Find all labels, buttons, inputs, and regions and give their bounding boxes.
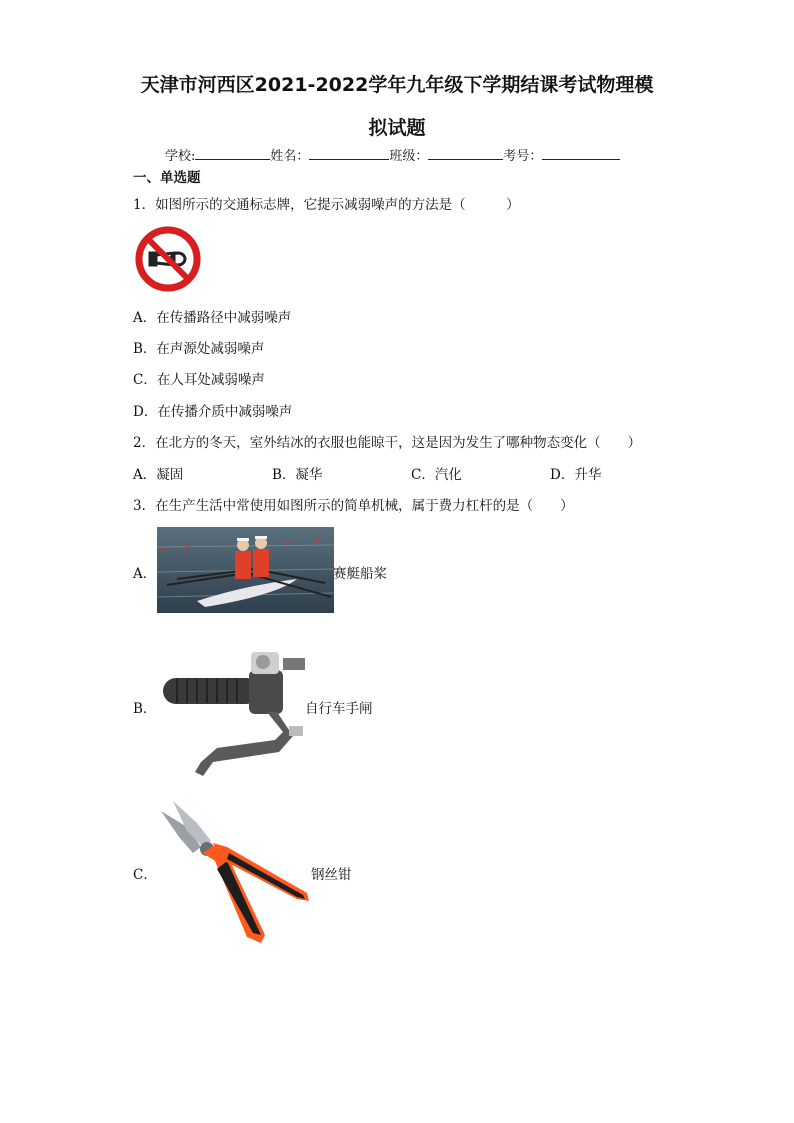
name-blank [309,146,389,160]
q3-option-c-caption: 钢丝钳 [311,867,352,883]
class-blank [428,146,503,160]
bicycle-brake-lever-photo [157,632,305,780]
number-label: 考号： [503,149,543,164]
q1-option-a: A．在传播路径中减弱噪声 [133,310,292,326]
q3-option-a-caption: 赛艇船桨 [333,566,387,582]
q2-option-a: A．凝固 [133,467,184,483]
rowing-boat-photo [157,527,334,613]
q2-option-c: C．汽化 [411,467,462,483]
q3-option-a-letter: A． [133,566,157,582]
page-title-line1: 天津市河西区2021-2022学年九年级下学期结课考试物理模 [140,74,654,96]
school-label: 学校: [165,149,196,164]
q3-option-b-caption: 自行车手闸 [305,701,373,717]
q2-options [133,463,689,483]
class-label: 班级： [389,149,429,164]
q1-stem: 1．如图所示的交通标志牌，它提示减弱噪声的方法是（ ） [133,197,520,213]
q3-option-c-letter: C． [133,867,157,883]
page-title-line2: 拟试题 [368,117,426,139]
q1-option-d: D．在传播介质中减弱噪声 [133,404,293,420]
q1-option-b: B．在声源处减弱噪声 [133,341,265,357]
q2-option-d: D．升华 [550,467,602,483]
name-label: 姓名： [270,149,310,164]
pliers-photo [157,797,312,947]
student-info-row [165,145,620,164]
q3-stem: 3．在生产生活中常使用如图所示的简单机械，属于费力杠杆的是（ ） [133,498,574,514]
number-blank [542,146,620,160]
school-blank [195,146,270,160]
section-heading: 一、单选题 [133,170,201,186]
q2-stem: 2．在北方的冬天，室外结冰的衣服也能晾干，这是因为发生了哪种物态变化（ ） [133,435,642,451]
q3-option-b-letter: B． [133,701,157,717]
q1-option-c: C．在人耳处减弱噪声 [133,372,265,388]
no-horn-sign-icon [134,225,202,293]
q2-option-b: B．凝华 [272,467,323,483]
